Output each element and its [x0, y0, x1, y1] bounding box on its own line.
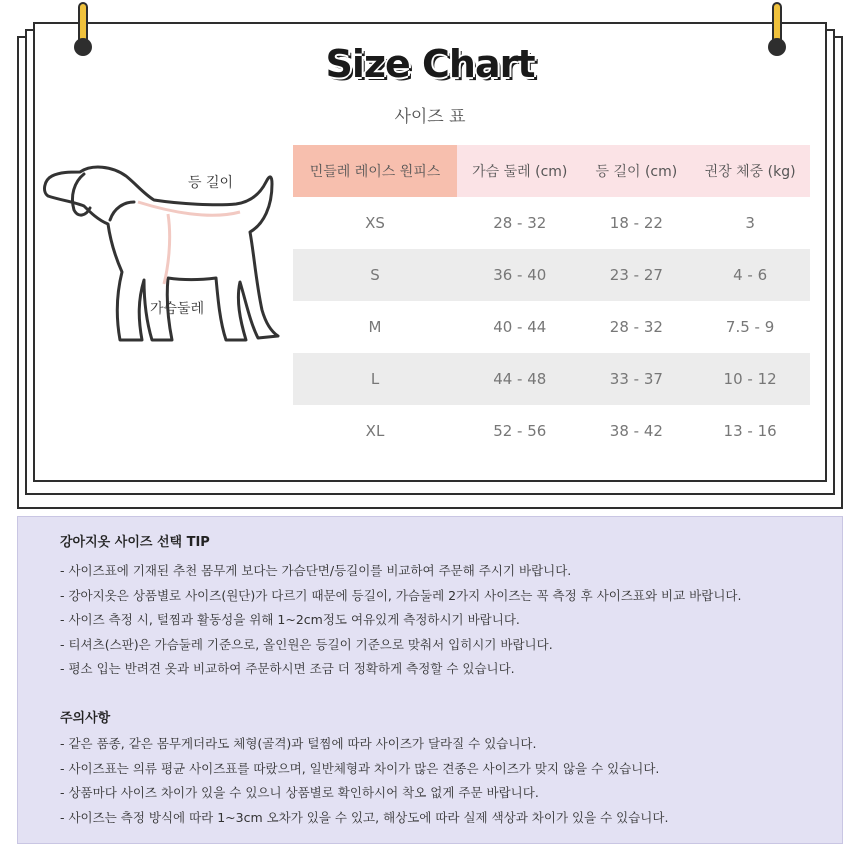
table-cell: S	[293, 249, 457, 301]
table-cell: 52 - 56	[493, 422, 547, 440]
table-row	[293, 249, 810, 301]
table-cell: XL	[365, 422, 385, 440]
table-cell: 13 - 16	[723, 422, 777, 440]
table-cell: 18 - 22	[609, 214, 663, 232]
list-item: - 사이즈 측정 시, 털찜과 활동성을 위해 1~2cm정도 여유있게 측정하시기 바랍니다.	[60, 612, 520, 627]
table-cell: L	[293, 353, 457, 405]
tips-list	[60, 559, 741, 682]
table-row	[293, 405, 810, 457]
tips-panel	[17, 516, 843, 844]
table-cell: M	[368, 318, 382, 336]
table-row	[293, 197, 810, 249]
table-cell: 38 - 42	[609, 422, 663, 440]
column-header: 등 길이 (cm)	[583, 145, 691, 197]
table-cell: 36 - 40	[457, 249, 583, 301]
table-header-row	[293, 145, 810, 197]
tips-heading: 강아지옷 사이즈 선택 TIP	[60, 535, 210, 550]
page-title: Size Chart	[325, 42, 535, 86]
list-item: - 강아지옷은 상품별로 사이즈(원단)가 다르기 때문에 등길이, 가슴둘레 2가지 사이즈는 꼭 측정 후 사이즈표와 비교 바랍니다.	[60, 587, 742, 603]
list-item: - 상품마다 사이즈 차이가 있을 수 있으니 상품별로 확인하시어 착오 없게 주문 바랍니다.	[60, 785, 539, 800]
list-item: - 같은 품종, 같은 몸무게더라도 체형(골격)과 털찜에 따라 사이즈가 달라질 수 있습니다.	[60, 736, 537, 751]
table-cell: 23 - 27	[583, 249, 691, 301]
notes-list	[60, 732, 668, 830]
dog-measurement-icon	[40, 150, 300, 350]
table-cell: 7.5 - 9	[725, 318, 775, 336]
table-cell: 28 - 32	[493, 214, 547, 232]
table-row	[293, 301, 810, 353]
column-header: 민들레 레이스 원피스	[293, 145, 457, 197]
column-header: 권장 체중 (kg)	[690, 145, 810, 197]
chest-girth-label: 가슴둘레	[150, 301, 205, 317]
table-cell: 4 - 6	[690, 249, 810, 301]
page-subtitle: 사이즈 표	[394, 107, 466, 127]
notes-heading: 주의사항	[60, 711, 111, 726]
list-item: - 티셔츠(스판)은 가슴둘레 기준으로, 올인원은 등길이 기준으로 맞춰서 입히시기 바랍니다.	[60, 636, 553, 652]
table-cell: 40 - 44	[493, 318, 547, 336]
column-header: 가슴 둘레 (cm)	[457, 145, 583, 197]
table-cell: 33 - 37	[583, 353, 691, 405]
list-item: - 사이즈표에 기재된 추천 몸무게 보다는 가슴단면/등길이를 비교하여 주문해 주시기 바랍니다.	[60, 563, 572, 578]
table-cell: XS	[365, 214, 385, 232]
table-cell: 3	[745, 214, 755, 232]
size-table	[293, 145, 810, 457]
table-row	[293, 353, 810, 405]
table-cell: 28 - 32	[609, 318, 663, 336]
list-item: - 사이즈는 측정 방식에 따라 1~3cm 오차가 있을 수 있고, 해상도에 따라 실제 색상과 차이가 있을 수 있습니다.	[60, 809, 669, 825]
list-item: - 평소 입는 반려견 옷과 비교하여 주문하시면 조금 더 정확하게 측정할 수 있습니다.	[60, 661, 515, 676]
table-cell: 10 - 12	[690, 353, 810, 405]
back-length-label: 등 길이	[188, 175, 234, 191]
table-cell: 44 - 48	[457, 353, 583, 405]
list-item: - 사이즈표는 의류 평균 사이즈표를 따랐으며, 일반체형과 차이가 많은 견종은 사이즈가 맞지 않을 수 있습니다.	[60, 760, 660, 776]
